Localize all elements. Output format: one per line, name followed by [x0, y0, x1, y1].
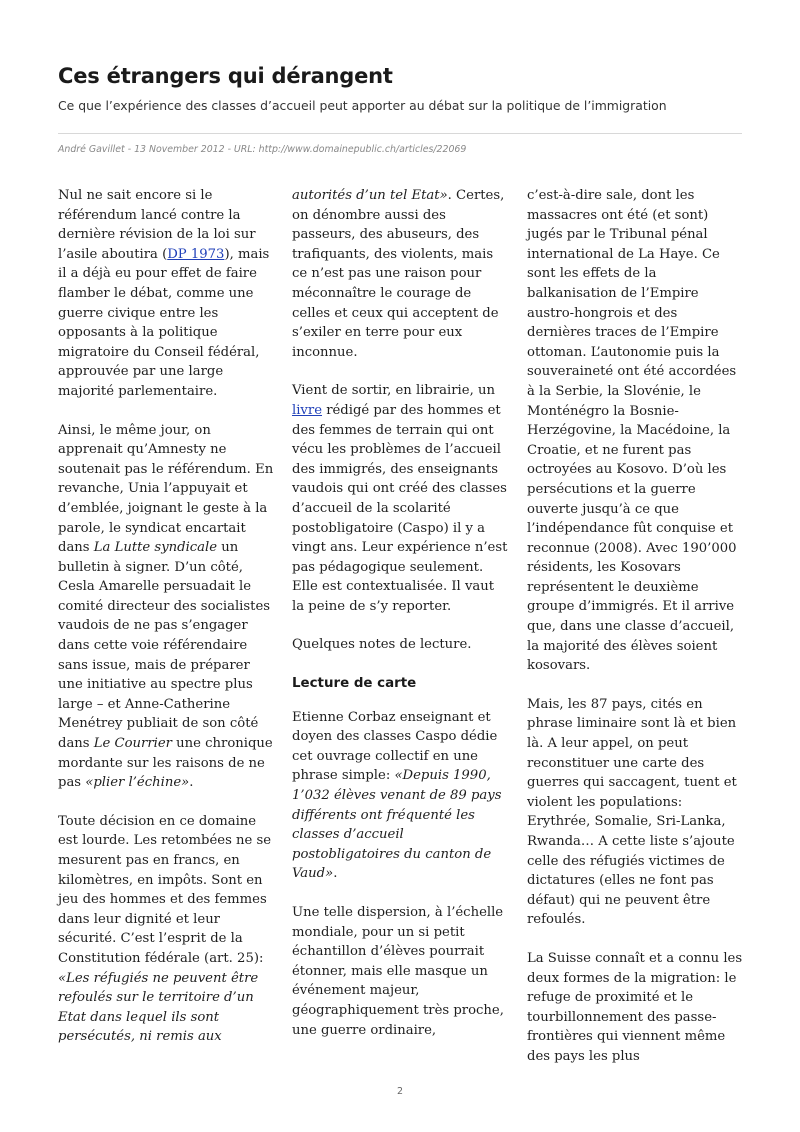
text-column-2 — [292, 186, 510, 1059]
text-run: . — [333, 866, 338, 882]
text-run: ), mais il a déjà eu pour effet de faire flamber le débat, comme une guerre civique entre les opposants à la politique migratoire du Conseil fédéral, approuvée par une large majorité parlementaire. — [58, 246, 270, 399]
article-subtitle: Ce que l’expérience des classes d’accueil peut apporter au débat sur la politique de l’immigration — [58, 98, 667, 113]
text-run: rédigé par des hommes et des femmes de terrain qui ont vécu les problèmes de l’accueil des immigrés, des enseignants vaudois qui ont créé des classes d’accueil de la scolarité postobligatoire (Caspo) il y a vingt ans. Leur expérience n’est pas pédagogique seulement. Elle est contextualisée. Il vaut la peine de s’y reporter. — [292, 402, 508, 614]
quote: «Les réfugiés ne peuvent être refoulés sur le territoire d’un Etat dans lequel ils sont persécutés, ni remis aux — [58, 970, 259, 1045]
publication-title: La Lutte syndicale — [93, 540, 218, 556]
dp-1973-link[interactable]: DP 1973 — [167, 246, 225, 262]
section-heading: Lecture de carte — [292, 676, 417, 692]
paragraph — [58, 812, 276, 1047]
text-column-3 — [527, 186, 745, 1086]
text-run: Vient de sortir, en librairie, un — [292, 383, 495, 399]
text-run: Toute décision en ce domaine est lourde. Les retombées ne se mesurent pas en francs, en kilomètres, en impôts. Sont en jeu des hommes et des femmes dans leur dignité et leur sécurité. C’est l’esprit de la Constitution fédérale (art. 25): — [58, 813, 272, 966]
page-number: 2 — [396, 1086, 404, 1097]
article-meta: André Gavillet - 13 November 2012 - URL: http://www.domainepublic.ch/articles/22069 — [58, 144, 467, 155]
paragraph — [292, 186, 510, 362]
text-run: . — [189, 775, 194, 791]
paragraph: Mais, les 87 pays, cités en phrase liminaire sont là et bien là. A leur appel, on peut reconstituer une carte des guerres qui saccagent, tuent et violent les populations: Erythrée, Somalie, Sri-Lanka, Rwanda… A cette liste s’ajoute celle des réfugiés victimes de dictatures (elles ne font pas défaut) qui ne peuvent être refoulés. — [527, 696, 737, 928]
paragraph — [58, 421, 276, 793]
paragraph — [292, 381, 510, 616]
header-divider — [58, 133, 742, 134]
paragraph: Une telle dispersion, à l’échelle mondiale, pour un si petit échantillon d’élèves pourrait étonner, mais elle masque un événement majeur, géographiquement très proche, une guerre ordinaire, — [292, 905, 504, 1038]
paragraph: La Suisse connaît et a connu les deux formes de la migration: le refuge de proximité et le tourbillonnement des passe-frontières qui viennent même des pays les plus — [527, 950, 743, 1064]
publication-title: Le Courrier — [93, 736, 172, 752]
paragraph — [292, 708, 510, 884]
livre-link[interactable]: livre — [292, 402, 322, 418]
text-run: un bulletin à signer. D’un côté, Cesla Amarelle persuadait le comité directeur des socialistes vaudois de ne pas s’engager dans cette voie référendaire sans issue, mais de préparer une initiative au spectre plus large – et Anne-Catherine Menétrey publiait de son côté dans — [58, 540, 271, 752]
paragraph: Quelques notes de lecture. — [292, 637, 472, 653]
paragraph — [58, 186, 276, 402]
quote: «Depuis 1990, 1’032 élèves venant de 89 pays différents ont fréquenté les classes d’accueil postobligatoires du canton de Vaud» — [292, 768, 502, 882]
quote: «plier l’échine» — [85, 775, 190, 791]
text-run: . Certes, on dénombre aussi des passeurs, des abuseurs, des trafiquants, des violents, mais ce n’est pas une raison pour méconnaître le courage de celles et ceux qui acceptent de s’exiler en terre pour eux inconnue. — [292, 188, 505, 360]
text-column-1 — [58, 186, 276, 1066]
text-run: Etienne Corbaz enseignant et doyen des classes Caspo dédie cet ouvrage collectif en une phrase simple: — [292, 709, 498, 784]
paragraph: c’est-à-dire sale, dont les massacres ont été (et sont) jugés par le Tribunal pénal international de La Haye. Ce sont les effets de la balkanisation de l’Empire austro-hongrois et des dernières traces de l’Empire ottoman. L’autonomie puis la souveraineté ont été accordées à la Serbie, la Slovénie, le Monténégro la Bosnie-Herzégovine, la Macédoine, la Croatie, et ne furent pas octroyées au Kosovo. D’où les persécutions et la guerre ouverte jusqu’à ce que l’indépendance fût conquise et reconnue (2008). Avec 190’000 résidents, les Kosovars représentent le deuxième groupe d’immigrés. Et il arrive que, dans une classe d’accueil, la majorité des élèves soient kosovars. — [527, 188, 737, 674]
article-title: Ces étrangers qui dérangent — [58, 64, 393, 88]
text-run: Ainsi, le même jour, on apprenait qu’Amnesty ne soutenait pas le référendum. En revanche, Unia l’appuyait et d’emblée, joignant le geste à la parole, le syndicat encartait dans — [58, 422, 274, 556]
quote: autorités d’un tel Etat» — [292, 188, 448, 203]
text-run: Nul ne sait encore si le référendum lancé contre la dernière révision de la loi sur l’asile aboutira ( — [58, 188, 256, 262]
text-run: une chronique mordante sur les raisons de ne pas — [58, 736, 273, 791]
